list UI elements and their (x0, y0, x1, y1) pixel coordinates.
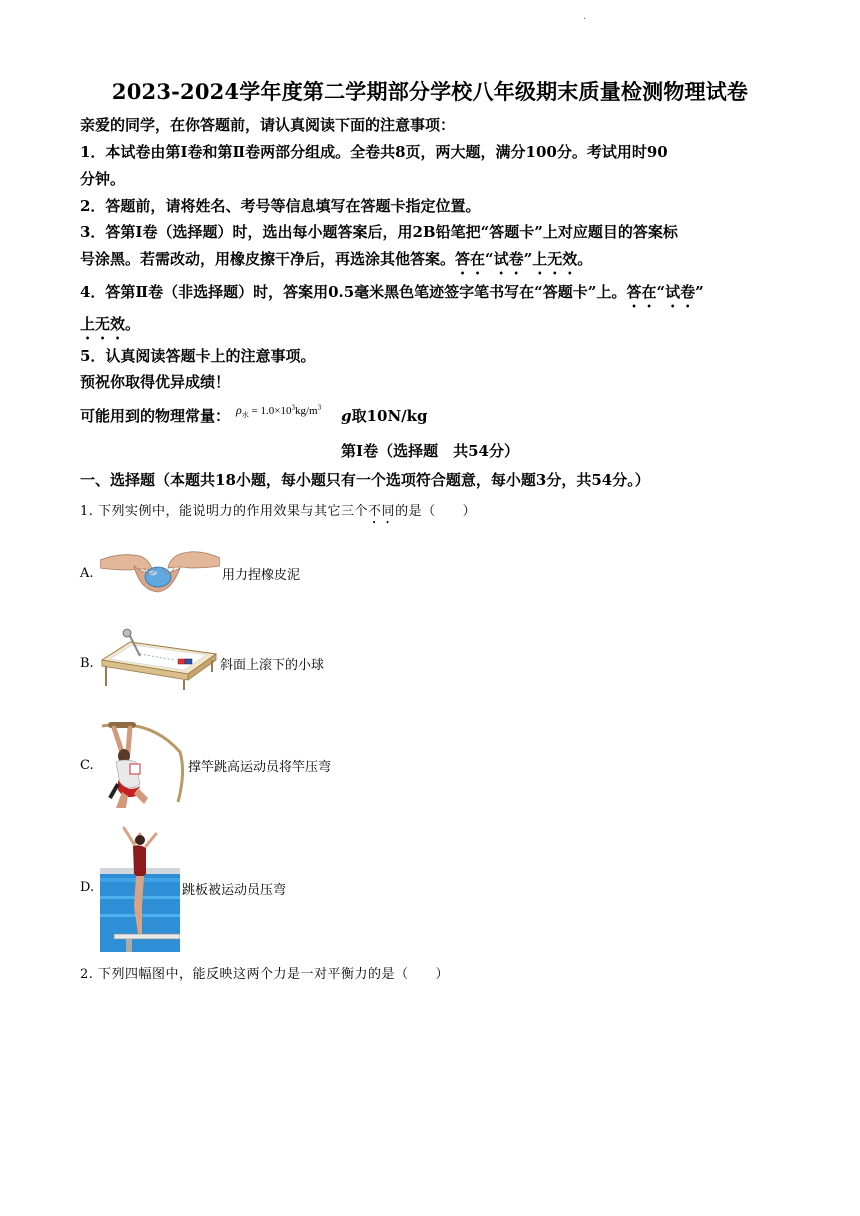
rho-unit-exponent: 3 (317, 403, 322, 412)
exam-title: 2023-2024学年度第二学期部分学校八年级期末质量检测物理试卷 (111, 79, 749, 104)
notice-item-4 (80, 279, 785, 311)
option-a-text: 用力捏橡皮泥 (222, 568, 301, 583)
notice-item-1-cont (80, 166, 785, 193)
rho-subscript: 水 (241, 411, 249, 420)
notice-item-2: 2．答题前，请将姓名、考号等信息填写在答题卡指定位置。 (80, 197, 481, 215)
rho-value: = 1.0×10 (248, 405, 292, 417)
notice-intro: 亲爱的同学，在你答题前，请认真阅读下面的注意事项： (80, 116, 456, 134)
question-1-text: 1. 下列实例中，能说明力的作用效果与其它三个 (80, 504, 369, 519)
notice-item-3-emphasis: 答在“试卷”上无效 (455, 250, 578, 268)
section-heading: 一、选择题（本题共18小题，每小题只有一个选项符合题意，每小题3分，共54分。） (80, 471, 650, 489)
option-d-text: 跳板被运动员压弯 (182, 883, 287, 898)
question-1-emphasis: 不同 (368, 504, 396, 519)
question-1-end: 的是（ ） (395, 504, 477, 519)
g-symbol: g (341, 407, 352, 425)
notice-wish: 预祝你取得优异成绩！ (80, 373, 231, 391)
option-d-letter: D. (80, 880, 95, 895)
notice-item-1-line-b: 分钟。 (80, 170, 126, 188)
notice-item-3-cont (80, 246, 785, 278)
rho-unit: kg/m (294, 405, 318, 417)
g-value: 取10N/kg (351, 407, 428, 425)
notice-item-4-emphasis: 答在“试卷” (626, 283, 704, 301)
notice-item-1 (80, 139, 785, 166)
question-2-stem: 2. 下列四幅图中，能反映这两个力是一对平衡力的是（ ） (80, 967, 450, 982)
option-a-letter: A. (80, 566, 94, 581)
volume-heading: 第Ⅰ卷（选择题 共54分） (341, 442, 519, 460)
header-mark: · (583, 14, 587, 25)
notice-item-4-end: 。 (125, 315, 141, 333)
option-b-letter: B. (80, 656, 94, 671)
physical-constants (80, 405, 428, 427)
notice-item-1-line-a: 1．本试卷由第Ⅰ卷和第Ⅱ卷两部分组成。全卷共8页，两大题，满分100分。考试用时90 (80, 143, 668, 161)
hands-squeezing-clay-icon (100, 546, 220, 594)
rho-exponent: 3 (291, 403, 295, 412)
notice-item-5: 5．认真阅读答题卡上的注意事项。 (80, 347, 316, 365)
notice-item-3-text: 号涂黑。若需改动，用橡皮擦干净后，再选涂其他答案。 (80, 250, 456, 268)
option-b-text: 斜面上滚下的小球 (220, 658, 325, 673)
option-c-letter: C. (80, 758, 94, 773)
option-c-text: 撑竿跳高运动员将竿压弯 (188, 760, 332, 775)
notice-item-4-cont (80, 311, 785, 343)
diver-on-springboard-icon (100, 824, 180, 952)
ball-on-incline-icon (100, 628, 218, 692)
rho-symbol: ρ (236, 403, 242, 417)
constants-label: 可能用到的物理常量： (80, 407, 231, 425)
notice-item-4-emphasis-b: 上无效 (80, 315, 126, 333)
notice-item-4-text: 4．答第Ⅱ卷（非选择题）时，答案用0.5毫米黑色笔迹签字笔书写在“答题卡”上。 (80, 283, 627, 301)
water-density-formula (236, 403, 322, 420)
question-1-stem (80, 500, 476, 527)
notice-item-3-end: 。 (577, 250, 593, 268)
notice-item-3: 3．答第Ⅰ卷（选择题）时，选出每小题答案后，用2B铅笔把“答题卡”上对应题目的答案标 (80, 223, 678, 241)
pole-vaulter-icon (100, 722, 184, 812)
